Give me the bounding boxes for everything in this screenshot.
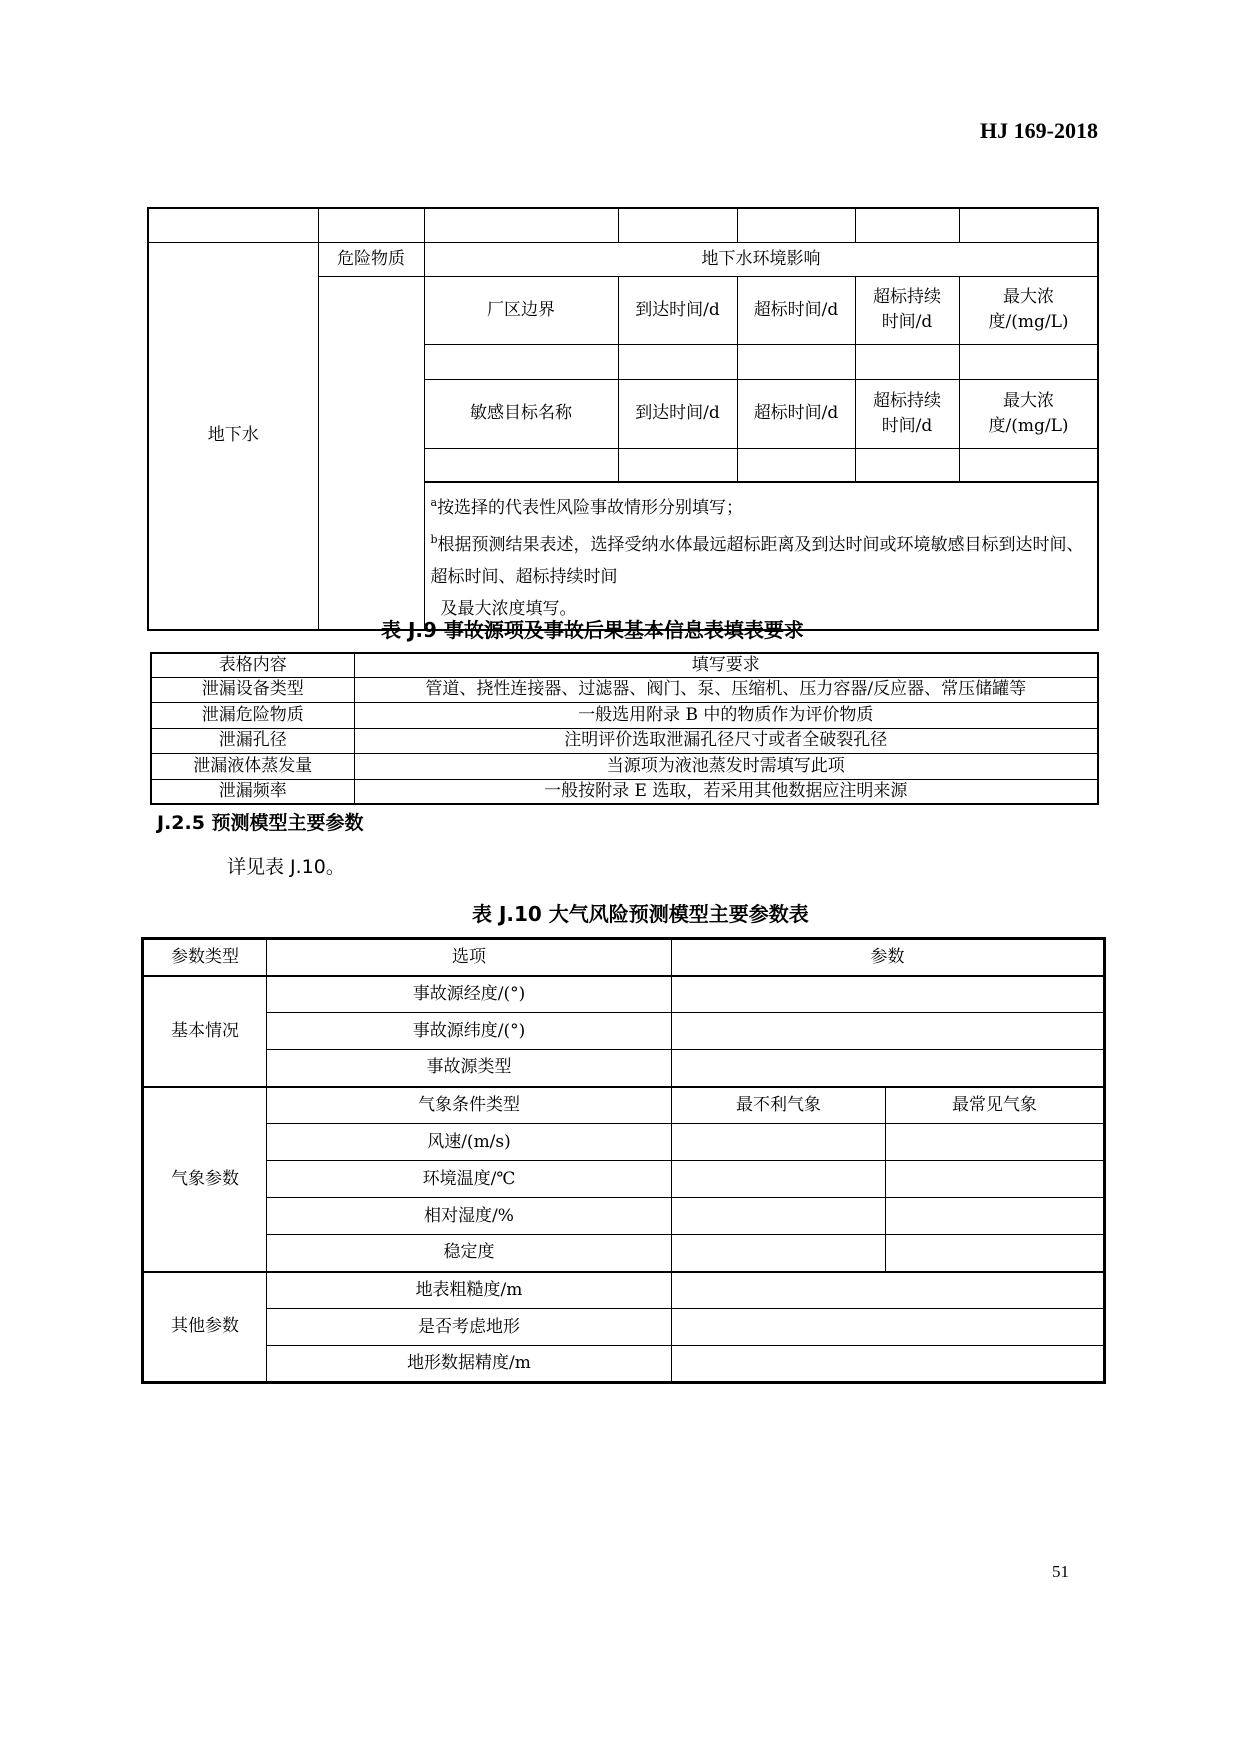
table-header-row	[151, 653, 1098, 677]
table-j10-caption: 表 J.10 大气风险预测模型主要参数表	[472, 902, 809, 926]
table-row	[143, 1346, 1105, 1383]
table-header-cell: 填写要求	[354, 653, 1098, 677]
table-row	[143, 1235, 1105, 1272]
table-row	[143, 1309, 1105, 1346]
table-header-cell: 参数	[672, 939, 1105, 976]
table-cell	[672, 1235, 886, 1272]
table-cell: 泄漏液体蒸发量	[151, 753, 354, 779]
table-cell: 稳定度	[267, 1235, 672, 1272]
table-cell	[672, 1124, 886, 1161]
table-cell: 事故源类型	[267, 1050, 672, 1087]
table-cell	[886, 1235, 1105, 1272]
table-header-cell: 敏感目标名称	[424, 379, 618, 448]
table-cell	[424, 344, 618, 379]
table-header-cell: 超标持续时间/d	[855, 379, 959, 448]
table-cell: 泄漏孔径	[151, 728, 354, 753]
note-b: $^b$根据预测结果表述，选择受纳水体最远超标距离及到达时间或环境敏感目标到达时间、超标时间、超标持续时间	[430, 533, 1084, 587]
table-row	[151, 677, 1098, 702]
table-cell	[148, 208, 318, 242]
table-cell: 最常见气象	[886, 1087, 1105, 1124]
table-header-cell: 参数类型	[143, 939, 267, 976]
table-row	[143, 1124, 1105, 1161]
table-cell	[424, 448, 618, 482]
table-cell	[855, 448, 959, 482]
table-cell	[959, 208, 1098, 242]
page-number: 51	[1052, 1562, 1069, 1581]
section-heading: J.2.5 预测模型主要参数	[157, 812, 364, 834]
table-cell	[886, 1124, 1105, 1161]
table-cell: 最不利气象	[672, 1087, 886, 1124]
table-row	[143, 1013, 1105, 1050]
table-row	[143, 1050, 1105, 1087]
group-other-label: 其他参数	[143, 1272, 267, 1383]
table-row	[151, 779, 1098, 804]
table-cell	[318, 276, 424, 630]
table-header-cell: 超标时间/d	[737, 379, 855, 448]
table-cell	[737, 208, 855, 242]
table-cell: 泄漏危险物质	[151, 702, 354, 728]
table-cell	[672, 1272, 1105, 1309]
table-cell	[672, 1346, 1105, 1383]
table-cell	[737, 448, 855, 482]
table-row	[143, 1272, 1105, 1309]
table-cell: 事故源经度/(°)	[267, 976, 672, 1013]
table-header-cell: 到达时间/d	[618, 276, 737, 344]
table-cell	[618, 208, 737, 242]
table-cell	[672, 1309, 1105, 1346]
table-j9	[150, 652, 1099, 805]
table-cell	[737, 344, 855, 379]
table-header-cell: 选项	[267, 939, 672, 976]
table-header-cell: 超标持续时间/d	[855, 276, 959, 344]
table-header-row	[143, 939, 1105, 976]
table-cell	[855, 344, 959, 379]
table-cell	[672, 976, 1105, 1013]
group-basic-label: 基本情况	[143, 976, 267, 1087]
table-cell	[672, 1050, 1105, 1087]
note-b-continued: 及最大浓度填写。	[440, 599, 577, 619]
table-cell	[855, 208, 959, 242]
standard-code: HJ 169-2018	[980, 118, 1098, 143]
table-cell: 泄漏频率	[151, 779, 354, 804]
table-cell: 是否考虑地形	[267, 1309, 672, 1346]
note-a: $^a$按选择的代表性风险事故情形分别填写；	[430, 496, 744, 518]
table-cell	[672, 1198, 886, 1235]
table-cell: 地表粗糙度/m	[267, 1272, 672, 1309]
table-j10	[141, 937, 1106, 1384]
table-cell: 环境温度/℃	[267, 1161, 672, 1198]
table-cell: 一般按附录 E 选取，若采用其他数据应注明来源	[354, 779, 1098, 804]
table-cell: 事故源纬度/(°)	[267, 1013, 672, 1050]
section-text: 详见表 J.10。	[227, 856, 345, 878]
table-cell: 气象条件类型	[267, 1087, 672, 1124]
table-header-cell: 厂区边界	[424, 276, 618, 344]
table-row	[148, 208, 1098, 242]
table-header-cell: 表格内容	[151, 653, 354, 677]
table-cell	[672, 1161, 886, 1198]
table-row	[151, 728, 1098, 753]
table-notes	[424, 482, 1098, 630]
table-row	[148, 242, 1098, 276]
table-row	[143, 976, 1105, 1013]
table-row	[151, 753, 1098, 779]
table-cell: 相对湿度/%	[267, 1198, 672, 1235]
table-header-cell: 最大浓度/(mg/L)	[959, 276, 1098, 344]
table-cell	[318, 208, 424, 242]
table-row	[151, 702, 1098, 728]
table-cell: 风速/(m/s)	[267, 1124, 672, 1161]
impact-col-header: 地下水环境影响	[424, 242, 1098, 276]
table-j9-caption: 表 J.9 事故源项及事故后果基本信息表填表要求	[381, 618, 804, 642]
table-cell: 泄漏设备类型	[151, 677, 354, 702]
table-cell	[886, 1198, 1105, 1235]
table-cell: 一般选用附录 B 中的物质作为评价物质	[354, 702, 1098, 728]
table-row	[143, 1087, 1105, 1124]
table-cell: 当源项为液池蒸发时需填写此项	[354, 753, 1098, 779]
table-cell	[618, 448, 737, 482]
table-cell	[618, 344, 737, 379]
table-cell: 地形数据精度/m	[267, 1346, 672, 1383]
table-cell: 注明评价选取泄漏孔径尺寸或者全破裂孔径	[354, 728, 1098, 753]
groundwater-row-label: 地下水	[148, 242, 318, 630]
table-row	[143, 1198, 1105, 1235]
table-cell	[959, 344, 1098, 379]
groundwater-table	[147, 207, 1099, 631]
group-weather-label: 气象参数	[143, 1087, 267, 1272]
hazard-col-header: 危险物质	[318, 242, 424, 276]
table-header-cell: 到达时间/d	[618, 379, 737, 448]
table-header-cell: 超标时间/d	[737, 276, 855, 344]
table-cell	[959, 448, 1098, 482]
table-cell	[886, 1161, 1105, 1198]
table-cell	[424, 208, 618, 242]
table-row	[143, 1161, 1105, 1198]
table-cell	[672, 1013, 1105, 1050]
table-cell: 管道、挠性连接器、过滤器、阀门、泵、压缩机、压力容器/反应器、常压储罐等	[354, 677, 1098, 702]
table-header-cell: 最大浓度/(mg/L)	[959, 379, 1098, 448]
